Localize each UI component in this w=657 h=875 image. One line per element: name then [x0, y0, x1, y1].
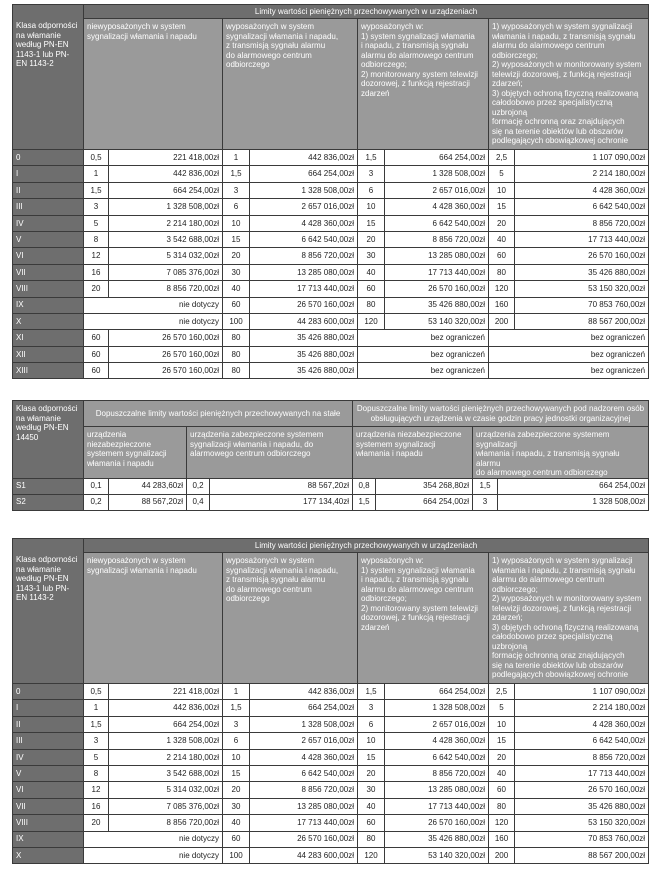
class-cell: IX: [13, 831, 84, 847]
multiplier-cell: 20: [84, 281, 109, 297]
table-row: [13, 716, 649, 732]
value-cell: 8 856 720,00zł: [250, 782, 358, 798]
multiplier-cell: 3: [473, 494, 498, 510]
class-cell: XI: [13, 330, 84, 346]
multiplier-cell: 6: [358, 716, 385, 732]
value-cell: 17 713 440,00zł: [250, 815, 358, 831]
table-row: [13, 749, 649, 765]
value-cell: 2 657 016,00zł: [250, 733, 358, 749]
value-cell: bez ograniczeń: [489, 363, 649, 379]
multiplier-cell: 16: [84, 264, 109, 280]
multiplier-cell: 1: [84, 700, 109, 716]
value-cell: 35 426 880,00zł: [385, 297, 489, 313]
multiplier-cell: 100: [223, 313, 250, 329]
subheader-no-system: niewyposażonych w system sygnalizacji włamania i napadu: [84, 553, 223, 684]
class-cell: II: [13, 182, 84, 198]
class-cell: X: [13, 313, 84, 329]
value-cell: 6 642 540,00zł: [385, 215, 489, 231]
multiplier-cell: 1: [223, 684, 250, 700]
multiplier-cell: 5: [84, 215, 109, 231]
value-cell: 17 713 440,00zł: [250, 281, 358, 297]
value-cell: 26 570 160,00zł: [385, 815, 489, 831]
multiplier-cell: 100: [223, 847, 250, 863]
class-cell: I: [13, 166, 84, 182]
value-cell: 8 856 720,00zł: [515, 749, 649, 765]
table-row: [13, 281, 649, 297]
multiplier-cell: 60: [223, 831, 250, 847]
class-cell: VII: [13, 264, 84, 280]
value-cell: 35 426 880,00zł: [515, 798, 649, 814]
table-row: [13, 231, 649, 247]
multiplier-cell: 20: [223, 782, 250, 798]
value-cell: 1 328 508,00zł: [109, 199, 223, 215]
table-row: [13, 363, 649, 379]
multiplier-cell: 15: [489, 199, 515, 215]
sub-secured: urządzenia zabezpieczone systemem sygnalizacji włamania i napadu, do alarmowego centrum odbiorczego: [187, 427, 353, 479]
value-cell: bez ograniczeń: [358, 346, 489, 362]
value-cell: 7 085 376,00zł: [109, 798, 223, 814]
multiplier-cell: 120: [489, 815, 515, 831]
value-cell: bez ograniczeń: [358, 363, 489, 379]
value-cell: 221 418,00zł: [109, 150, 223, 166]
value-cell: 13 285 080,00zł: [385, 782, 489, 798]
multiplier-cell: 3: [358, 166, 385, 182]
subheader-alarm-system: wyposażonych w system sygnalizacji włamania i napadu, z transmisją sygnału alarmu do alarmowego centrum odbiorczego: [223, 19, 358, 150]
multiplier-cell: 8: [84, 231, 109, 247]
multiplier-cell: 40: [223, 281, 250, 297]
multiplier-cell: 30: [358, 782, 385, 798]
multiplier-cell: 30: [223, 264, 250, 280]
value-cell: 6 642 540,00zł: [250, 231, 358, 247]
class-cell: III: [13, 199, 84, 215]
multiplier-cell: 120: [358, 313, 385, 329]
multiplier-cell: 0,1: [84, 478, 109, 494]
value-cell: 35 426 880,00zł: [385, 831, 489, 847]
value-cell: 2 214 180,00zł: [515, 700, 649, 716]
table-row: [13, 494, 649, 510]
multiplier-cell: 1,5: [84, 182, 109, 198]
value-cell: 35 426 880,00zł: [515, 264, 649, 280]
value-cell: 5 314 032,00zł: [109, 782, 223, 798]
value-cell: 17 713 440,00zł: [515, 231, 649, 247]
value-cell: 26 570 160,00zł: [109, 330, 223, 346]
multiplier-cell: 0,2: [187, 478, 210, 494]
value-cell: 13 285 080,00zł: [250, 798, 358, 814]
multiplier-cell: 40: [358, 798, 385, 814]
value-cell: 44 283 600,00zł: [250, 847, 358, 863]
value-cell: 4 428 360,00zł: [250, 215, 358, 231]
value-cell: 2 657 016,00zł: [250, 199, 358, 215]
table-row: [13, 166, 649, 182]
group-permanent: Dopuszczalne limity wartości pieniężnych przechowywanych na stałe: [84, 401, 353, 427]
value-cell: 13 285 080,00zł: [385, 248, 489, 264]
table-row: [13, 831, 649, 847]
table-row: [13, 215, 649, 231]
multiplier-cell: 10: [358, 199, 385, 215]
value-cell: 8 856 720,00zł: [515, 215, 649, 231]
multiplier-cell: 15: [223, 231, 250, 247]
class-cell: IX: [13, 297, 84, 313]
multiplier-cell: 15: [223, 765, 250, 781]
multiplier-cell: 20: [223, 248, 250, 264]
table-row: [13, 346, 649, 362]
multiplier-cell: 15: [358, 215, 385, 231]
limits-table-2: [12, 400, 649, 511]
value-cell: 53 150 320,00zł: [515, 281, 649, 297]
value-cell: 13 285 080,00zł: [250, 264, 358, 280]
value-cell: 664 254,00zł: [109, 716, 223, 732]
value-cell: 17 713 440,00zł: [385, 798, 489, 814]
value-cell: 26 570 160,00zł: [250, 297, 358, 313]
value-cell: 664 254,00zł: [498, 478, 649, 494]
multiplier-cell: 60: [223, 297, 250, 313]
table-row: [13, 313, 649, 329]
multiplier-cell: 60: [358, 815, 385, 831]
value-cell: 1 328 508,00zł: [385, 700, 489, 716]
multiplier-cell: 80: [358, 831, 385, 847]
subheader-alarm-and-cctv: wyposażonych w: 1) system sygnalizacji włamania i napadu, z transmisją sygnału alarmu do alarmowego centrum odbiorczego; 2) monitorowany system telewizji dozorowej, z funkcją rejestracji zdarzeń: [358, 19, 489, 150]
value-cell: 6 642 540,00zł: [515, 733, 649, 749]
value-cell: bez ograniczeń: [489, 346, 649, 362]
value-cell: 26 570 160,00zł: [109, 363, 223, 379]
table-row: [13, 264, 649, 280]
value-cell: nie dotyczy: [84, 297, 223, 313]
multiplier-cell: 120: [358, 847, 385, 863]
multiplier-cell: 3: [84, 199, 109, 215]
class-cell: IV: [13, 749, 84, 765]
group-header: Limity wartości pieniężnych przechowywanych w urządzeniach: [84, 5, 649, 19]
class-column-header: Klasa odporności na włamanie według PN-EN 1143-1 lub PN-EN 1143-2: [13, 539, 84, 684]
class-cell: VIII: [13, 815, 84, 831]
value-cell: 6 642 540,00zł: [515, 199, 649, 215]
multiplier-cell: 20: [489, 215, 515, 231]
class-cell: VIII: [13, 281, 84, 297]
value-cell: 442 836,00zł: [109, 166, 223, 182]
subheader-alarm-and-cctv: wyposażonych w: 1) system sygnalizacji włamania i napadu, z transmisją sygnału alarmu do alarmowego centrum odbiorczego; 2) monitorowany system telewizji dozorowej, z funkcją rejestracji zdarzeń: [358, 553, 489, 684]
value-cell: 177 134,40zł: [210, 494, 353, 510]
multiplier-cell: 0,8: [353, 478, 376, 494]
class-cell: VI: [13, 782, 84, 798]
multiplier-cell: 1: [223, 150, 250, 166]
class-cell: VII: [13, 798, 84, 814]
multiplier-cell: 5: [489, 700, 515, 716]
value-cell: 35 426 880,00zł: [250, 363, 358, 379]
table-row: [13, 150, 649, 166]
table-row: [13, 684, 649, 700]
multiplier-cell: 20: [358, 765, 385, 781]
multiplier-cell: 12: [84, 782, 109, 798]
sub-unsecured: urządzenia niezabezpieczone systemem sygnalizacji włamania i napadu: [84, 427, 187, 479]
multiplier-cell: 5: [489, 166, 515, 182]
value-cell: 1 328 508,00zł: [250, 716, 358, 732]
multiplier-cell: 3: [223, 716, 250, 732]
multiplier-cell: 1: [84, 166, 109, 182]
multiplier-cell: 80: [223, 330, 250, 346]
multiplier-cell: 20: [358, 231, 385, 247]
value-cell: 2 657 016,00zł: [385, 716, 489, 732]
multiplier-cell: 10: [223, 749, 250, 765]
class-cell: II: [13, 716, 84, 732]
value-cell: 8 856 720,00zł: [109, 815, 223, 831]
value-cell: 88 567,20zł: [109, 494, 187, 510]
class-cell: III: [13, 733, 84, 749]
value-cell: 664 254,00zł: [385, 684, 489, 700]
class-cell: VI: [13, 248, 84, 264]
value-cell: 6 642 540,00zł: [250, 765, 358, 781]
value-cell: nie dotyczy: [84, 313, 223, 329]
value-cell: 2 657 016,00zł: [385, 182, 489, 198]
value-cell: 35 426 880,00zł: [250, 346, 358, 362]
value-cell: 1 328 508,00zł: [250, 182, 358, 198]
multiplier-cell: 10: [358, 733, 385, 749]
class-cell: 0: [13, 684, 84, 700]
value-cell: 1 328 508,00zł: [385, 166, 489, 182]
value-cell: 26 570 160,00zł: [385, 281, 489, 297]
multiplier-cell: 10: [223, 215, 250, 231]
multiplier-cell: 0,4: [187, 494, 210, 510]
sub-secured-2: urządzenia zabezpieczone systemem sygnalizacji włamania i napadu, z transmisją sygnału alarmu do alarmowego centrum odbiorczego: [473, 427, 649, 479]
class-column-header: Klasa odporności na włamanie według PN-EN 14450: [13, 401, 84, 479]
multiplier-cell: 10: [489, 716, 515, 732]
multiplier-cell: 40: [489, 231, 515, 247]
table-row: [13, 847, 649, 863]
class-cell: X: [13, 847, 84, 863]
multiplier-cell: 2,5: [489, 684, 515, 700]
multiplier-cell: 1,5: [473, 478, 498, 494]
class-cell: I: [13, 700, 84, 716]
value-cell: 8 856 720,00zł: [250, 248, 358, 264]
value-cell: 221 418,00zł: [109, 684, 223, 700]
value-cell: 8 856 720,00zł: [385, 765, 489, 781]
multiplier-cell: 60: [84, 330, 109, 346]
table-row: [13, 182, 649, 198]
multiplier-cell: 80: [489, 264, 515, 280]
value-cell: 4 428 360,00zł: [385, 733, 489, 749]
multiplier-cell: 60: [84, 363, 109, 379]
class-cell: IV: [13, 215, 84, 231]
value-cell: 35 426 880,00zł: [250, 330, 358, 346]
multiplier-cell: 80: [223, 346, 250, 362]
multiplier-cell: 0,5: [84, 684, 109, 700]
multiplier-cell: 12: [84, 248, 109, 264]
table-row: [13, 765, 649, 781]
multiplier-cell: 200: [489, 847, 515, 863]
multiplier-cell: 15: [489, 733, 515, 749]
value-cell: 26 570 160,00zł: [250, 831, 358, 847]
value-cell: 1 107 090,00zł: [515, 684, 649, 700]
class-cell: S2: [13, 494, 84, 510]
multiplier-cell: 6: [358, 182, 385, 198]
value-cell: 664 254,00zł: [385, 150, 489, 166]
multiplier-cell: 60: [489, 782, 515, 798]
multiplier-cell: 1,5: [223, 166, 250, 182]
class-cell: V: [13, 231, 84, 247]
value-cell: 664 254,00zł: [376, 494, 473, 510]
value-cell: 1 328 508,00zł: [498, 494, 649, 510]
multiplier-cell: 5: [84, 749, 109, 765]
table-row: [13, 700, 649, 716]
multiplier-cell: 80: [358, 297, 385, 313]
limits-table-3: [12, 538, 649, 864]
value-cell: 442 836,00zł: [250, 684, 358, 700]
multiplier-cell: 200: [489, 313, 515, 329]
multiplier-cell: 30: [223, 798, 250, 814]
multiplier-cell: 1,5: [84, 716, 109, 732]
value-cell: 53 150 320,00zł: [515, 815, 649, 831]
value-cell: bez ograniczeń: [489, 330, 649, 346]
subheader-no-system: niewyposażonych w system sygnalizacji włamania i napadu: [84, 19, 223, 150]
value-cell: 2 214 180,00zł: [109, 749, 223, 765]
multiplier-cell: 1,5: [358, 684, 385, 700]
value-cell: 4 428 360,00zł: [385, 199, 489, 215]
limits-table-1: [12, 4, 649, 379]
value-cell: 44 283,60zł: [109, 478, 187, 494]
class-cell: XIII: [13, 363, 84, 379]
multiplier-cell: 8: [84, 765, 109, 781]
value-cell: 664 254,00zł: [250, 700, 358, 716]
table-row: [13, 798, 649, 814]
multiplier-cell: 160: [489, 831, 515, 847]
multiplier-cell: 40: [489, 765, 515, 781]
multiplier-cell: 60: [84, 346, 109, 362]
value-cell: bez ograniczeń: [358, 330, 489, 346]
multiplier-cell: 2,5: [489, 150, 515, 166]
value-cell: 44 283 600,00zł: [250, 313, 358, 329]
class-cell: S1: [13, 478, 84, 494]
value-cell: nie dotyczy: [84, 831, 223, 847]
value-cell: 354 268,80zł: [376, 478, 473, 494]
value-cell: 53 140 320,00zł: [385, 847, 489, 863]
value-cell: 3 542 688,00zł: [109, 765, 223, 781]
value-cell: 2 214 180,00zł: [109, 215, 223, 231]
value-cell: 664 254,00zł: [109, 182, 223, 198]
multiplier-cell: 80: [223, 363, 250, 379]
class-cell: 0: [13, 150, 84, 166]
multiplier-cell: 160: [489, 297, 515, 313]
value-cell: 26 570 160,00zł: [109, 346, 223, 362]
subheader-full-protection: 1) wyposażonych w system sygnalizacji włamania i napadu, z transmisją sygnału alarmu do alarmowego centrum odbiorczego; 2) wyposażonych w monitorowany system telewizji dozorowej, z funkcją rejestracji zdarzeń; 3) objętych ochroną fizyczną realizowaną całodobowo przez specjalistyczną uzbrojoną formację ochronną oraz znajdujących się na terenie obiektów lub obszarów podlegających obowiązkowej ochronie: [489, 553, 649, 684]
table-row: [13, 815, 649, 831]
sub-unsecured-2: urządzenia niezabezpieczone systemem sygnalizacji włamania i napadu: [353, 427, 473, 479]
table-row: [13, 733, 649, 749]
group-supervised: Dopuszczalne limity wartości pieniężnych przechowywanych pod nadzorem osób obsługujących urządzenia w czasie godzin pracy jednostki organizacyjnej: [353, 401, 649, 427]
value-cell: 7 085 376,00zł: [109, 264, 223, 280]
value-cell: 70 853 760,00zł: [515, 297, 649, 313]
multiplier-cell: 40: [223, 815, 250, 831]
multiplier-cell: 0,5: [84, 150, 109, 166]
value-cell: 26 570 160,00zł: [515, 782, 649, 798]
value-cell: 6 642 540,00zł: [385, 749, 489, 765]
multiplier-cell: 1,5: [358, 150, 385, 166]
value-cell: 664 254,00zł: [250, 166, 358, 182]
multiplier-cell: 0,2: [84, 494, 109, 510]
table-row: [13, 330, 649, 346]
value-cell: 3 542 688,00zł: [109, 231, 223, 247]
value-cell: 53 140 320,00zł: [385, 313, 489, 329]
multiplier-cell: 30: [358, 248, 385, 264]
value-cell: 4 428 360,00zł: [515, 716, 649, 732]
table-row: [13, 478, 649, 494]
value-cell: 8 856 720,00zł: [385, 231, 489, 247]
multiplier-cell: 120: [489, 281, 515, 297]
class-cell: XII: [13, 346, 84, 362]
value-cell: 4 428 360,00zł: [515, 182, 649, 198]
table-row: [13, 782, 649, 798]
value-cell: 8 856 720,00zł: [109, 281, 223, 297]
multiplier-cell: 10: [489, 182, 515, 198]
multiplier-cell: 80: [489, 798, 515, 814]
multiplier-cell: 60: [358, 281, 385, 297]
multiplier-cell: 6: [223, 199, 250, 215]
subheader-alarm-system: wyposażonych w system sygnalizacji włamania i napadu, z transmisją sygnału alarmu do alarmowego centrum odbiorczego: [223, 553, 358, 684]
multiplier-cell: 6: [223, 733, 250, 749]
multiplier-cell: 1,5: [353, 494, 376, 510]
multiplier-cell: 20: [489, 749, 515, 765]
value-cell: 1 328 508,00zł: [109, 733, 223, 749]
value-cell: 2 214 180,00zł: [515, 166, 649, 182]
value-cell: 88 567 200,00zł: [515, 847, 649, 863]
multiplier-cell: 3: [358, 700, 385, 716]
multiplier-cell: 60: [489, 248, 515, 264]
value-cell: 17 713 440,00zł: [515, 765, 649, 781]
multiplier-cell: 40: [358, 264, 385, 280]
class-cell: V: [13, 765, 84, 781]
value-cell: 1 107 090,00zł: [515, 150, 649, 166]
value-cell: 442 836,00zł: [250, 150, 358, 166]
value-cell: 442 836,00zł: [109, 700, 223, 716]
multiplier-cell: 1,5: [223, 700, 250, 716]
value-cell: nie dotyczy: [84, 847, 223, 863]
value-cell: 70 853 760,00zł: [515, 831, 649, 847]
value-cell: 5 314 032,00zł: [109, 248, 223, 264]
table-row: [13, 248, 649, 264]
group-header: Limity wartości pieniężnych przechowywanych w urządzeniach: [84, 539, 649, 553]
multiplier-cell: 15: [358, 749, 385, 765]
multiplier-cell: 16: [84, 798, 109, 814]
value-cell: 88 567 200,00zł: [515, 313, 649, 329]
multiplier-cell: 3: [223, 182, 250, 198]
multiplier-cell: 3: [84, 733, 109, 749]
value-cell: 4 428 360,00zł: [250, 749, 358, 765]
class-column-header: Klasa odporności na włamanie według PN-EN 1143-1 lub PN-EN 1143-2: [13, 5, 84, 150]
value-cell: 17 713 440,00zł: [385, 264, 489, 280]
table-row: [13, 297, 649, 313]
value-cell: 88 567,20zł: [210, 478, 353, 494]
subheader-full-protection: 1) wyposażonych w system sygnalizacji włamania i napadu, z transmisją sygnału alarmu do alarmowego centrum odbiorczego; 2) wyposażonych w monitorowany system telewizji dozorowej, z funkcją rejestracji zdarzeń; 3) objętych ochroną fizyczną realizowaną całodobowo przez specjalistyczną uzbrojoną formację ochronną oraz znajdujących się na terenie obiektów lub obszarów podlegających obowiązkowej ochronie: [489, 19, 649, 150]
value-cell: 26 570 160,00zł: [515, 248, 649, 264]
table-row: [13, 199, 649, 215]
multiplier-cell: 20: [84, 815, 109, 831]
